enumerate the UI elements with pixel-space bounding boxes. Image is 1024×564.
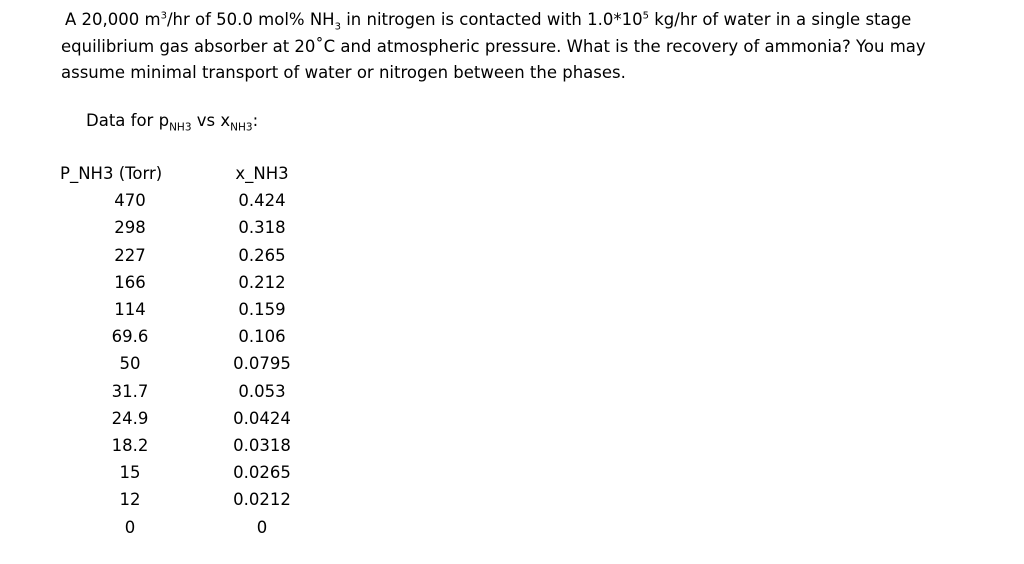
mole-fraction-cell: 0.0265	[233, 463, 291, 483]
pressure-cell: 15	[119, 463, 141, 483]
pressure-cell: 470	[114, 191, 146, 211]
pressure-cell: 50	[119, 354, 141, 374]
mole-fraction-cell: 0.106	[238, 327, 286, 347]
pressure-cell: 12	[119, 490, 141, 510]
table-row	[60, 323, 310, 350]
mole-fraction-cell: 0.318	[238, 218, 286, 238]
table-row	[60, 269, 310, 296]
pressure-cell: 69.6	[111, 327, 149, 347]
problem-text: /hr of 50.0 mol% NH	[166, 10, 335, 29]
mole-fraction-cell: 0	[256, 517, 268, 537]
mole-fraction-cell: 0.159	[238, 300, 286, 320]
pressure-cell: 114	[114, 300, 146, 320]
mole-fraction-cell: 0.0795	[233, 354, 291, 374]
table-row	[60, 296, 310, 323]
problem-line-2: equilibrium gas absorber at 20˚C and atmospheric pressure. What is the recovery of ammonia? You may	[61, 36, 926, 56]
problem-statement	[61, 7, 961, 87]
table-row	[60, 459, 310, 486]
problem-text: kg/hr of water in a single stage	[649, 10, 912, 29]
problem-line-3: assume minimal transport of water or nitrogen between the phases.	[61, 63, 626, 82]
table-row	[60, 432, 310, 459]
mole-fraction-cell: 0.212	[238, 272, 286, 292]
problem-text: A 20,000 m	[65, 10, 161, 29]
table-row	[60, 513, 310, 540]
table-row	[60, 405, 310, 432]
header-mole-fraction: x_NH3	[235, 164, 289, 184]
pressure-cell: 227	[114, 245, 146, 265]
pressure-cell: 31.7	[111, 381, 149, 401]
equilibrium-data-table	[60, 160, 310, 541]
problem-line-1	[61, 7, 961, 34]
subscript: NH3	[230, 121, 253, 134]
pressure-cell: 18.2	[111, 435, 149, 455]
pressure-cell: 0	[124, 517, 136, 537]
subscript: NH3	[169, 121, 192, 134]
superscript: 5	[642, 10, 649, 22]
table-row	[60, 214, 310, 241]
table-header-row	[60, 160, 310, 187]
pressure-cell: 166	[114, 272, 146, 292]
superscript: 3	[160, 10, 167, 22]
pressure-cell: 298	[114, 218, 146, 238]
table-row	[60, 350, 310, 377]
header-pressure: P_NH3 (Torr)	[60, 164, 163, 184]
mole-fraction-cell: 0.424	[238, 191, 286, 211]
subscript: 3	[334, 21, 341, 33]
data-heading	[86, 108, 258, 134]
table-row	[60, 486, 310, 513]
table-row	[60, 187, 310, 214]
mole-fraction-cell: 0.0212	[233, 490, 291, 510]
heading-text: vs x	[191, 111, 231, 130]
problem-text: in nitrogen is contacted with 1.0*10	[340, 10, 643, 29]
heading-text: :	[252, 111, 259, 130]
mole-fraction-cell: 0.053	[238, 381, 286, 401]
table-body	[60, 187, 310, 540]
table-row	[60, 242, 310, 269]
mole-fraction-cell: 0.0424	[233, 408, 291, 428]
table-row	[60, 378, 310, 405]
mole-fraction-cell: 0.265	[238, 245, 286, 265]
pressure-cell: 24.9	[111, 408, 149, 428]
mole-fraction-cell: 0.0318	[233, 435, 291, 455]
heading-text: Data for p	[86, 111, 170, 130]
